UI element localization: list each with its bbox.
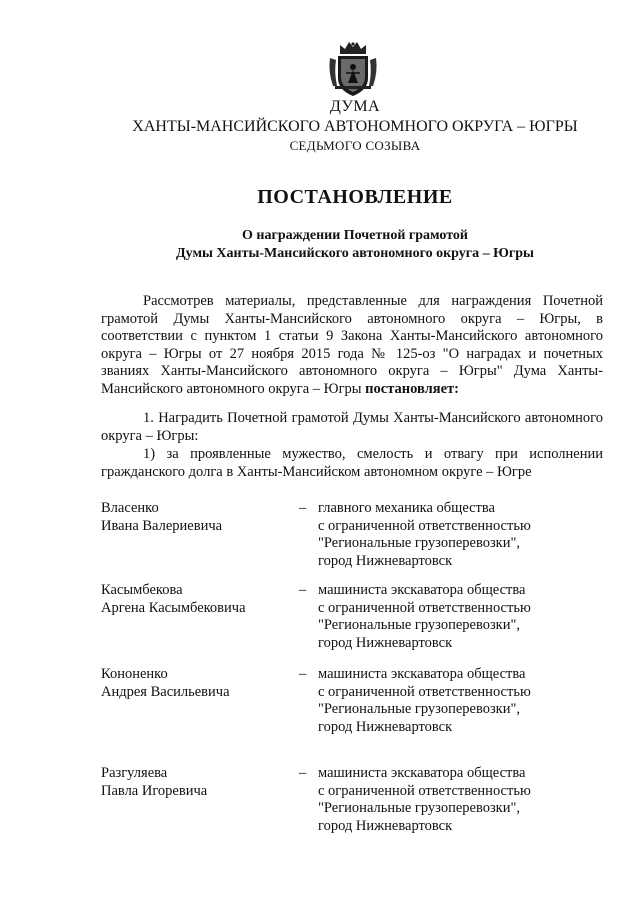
awardee-org-line-2: "Региональные грузоперевозки", (318, 800, 521, 816)
awardee-position-title: машиниста экскаватора общества (318, 582, 526, 598)
awardee-dash: – (299, 500, 307, 516)
awardee-dash: – (299, 765, 307, 781)
awardee-name (101, 666, 276, 701)
awardee-surname: Разгуляева (101, 765, 168, 781)
awardee-entry (101, 582, 621, 654)
awardee-org-line-2: "Региональные грузоперевозки", (318, 535, 521, 551)
awardee-org-line-1: с ограниченной ответственностью (318, 599, 531, 616)
item-1-paragraph: 1. Наградить Почетной грамотой Думы Ханты-Мансийского автономного округа – Югры: (101, 410, 603, 444)
subject-line-1: О награждении Почетной грамотой (242, 228, 468, 243)
awardee-city: город Нижневартовск (318, 817, 453, 834)
awardee-org-line-2: "Региональные грузоперевозки", (318, 617, 521, 633)
awardee-position (318, 765, 618, 835)
awardee-org-line-1: с ограниченной ответственностью (318, 683, 531, 700)
awardee-surname: Кононенко (101, 666, 168, 682)
awardee-position (318, 500, 618, 570)
awardee-position-title: машиниста экскаватора общества (318, 666, 526, 682)
coat-of-arms-icon (326, 40, 380, 98)
awardee-position (318, 666, 618, 736)
awardee-given-names: Аргена Касымбековича (101, 599, 246, 616)
awardee-dash: – (299, 582, 307, 598)
awardee-given-names: Андрея Васильевича (101, 683, 230, 700)
awardee-name (101, 765, 276, 800)
awardee-entry (101, 765, 621, 837)
item-1-1-paragraph: 1) за проявленные мужество, смелость и отвагу при исполнении гражданского долга в Ханты-Мансийском автономном округе – Югре (101, 446, 603, 480)
awardee-given-names: Ивана Валериевича (101, 517, 223, 534)
awardee-position (318, 582, 618, 652)
awardee-surname: Касымбекова (101, 582, 183, 598)
awardee-position-title: машиниста экскаватора общества (318, 765, 526, 781)
resolves-text: постановляет: (365, 380, 459, 397)
organization-title: ДУМА (329, 98, 381, 115)
convocation-title: СЕДЬМОГО СОЗЫВА (289, 138, 421, 153)
awardee-surname: Власенко (101, 500, 159, 516)
awardee-name (101, 582, 276, 617)
document-type: ПОСТАНОВЛЕНИЕ (257, 186, 453, 208)
awardee-city: город Нижневартовск (318, 718, 453, 735)
preamble-paragraph (101, 293, 603, 398)
awardee-dash: – (299, 666, 307, 682)
region-title: ХАНТЫ-МАНСИЙСКОГО АВТОНОМНОГО ОКРУГА – ЮГРЫ (132, 118, 578, 135)
awardee-entry (101, 500, 621, 572)
subject-line-2: Думы Ханты-Мансийского автономного округа – Югры (176, 246, 534, 261)
preamble-text: Рассмотрев материалы, представленные для награждения Почетной грамотой Думы Ханты-Мансийского автономного округа – Югры, в соответствии с пунктом 1 статьи 9 Закона Ханты-Мансийского автономного округа – Югры от 27 ноября 2015 года № 125-оз "О наградах и почетных званиях Ханты-Мансийского автономного округа – Югры" Дума Ханты-Мансийского автономного округа – Югры (101, 293, 603, 397)
awardee-name (101, 500, 276, 535)
awardee-org-line-2: "Региональные грузоперевозки", (318, 701, 521, 717)
awardee-city: город Нижневартовск (318, 552, 453, 569)
awardee-org-line-1: с ограниченной ответственностью (318, 517, 531, 534)
awardee-entry (101, 666, 621, 738)
awardee-org-line-1: с ограниченной ответственностью (318, 782, 531, 799)
awardee-city: город Нижневартовск (318, 634, 453, 651)
awardee-position-title: главного механика общества (318, 500, 495, 516)
awardee-given-names: Павла Игоревича (101, 782, 208, 799)
